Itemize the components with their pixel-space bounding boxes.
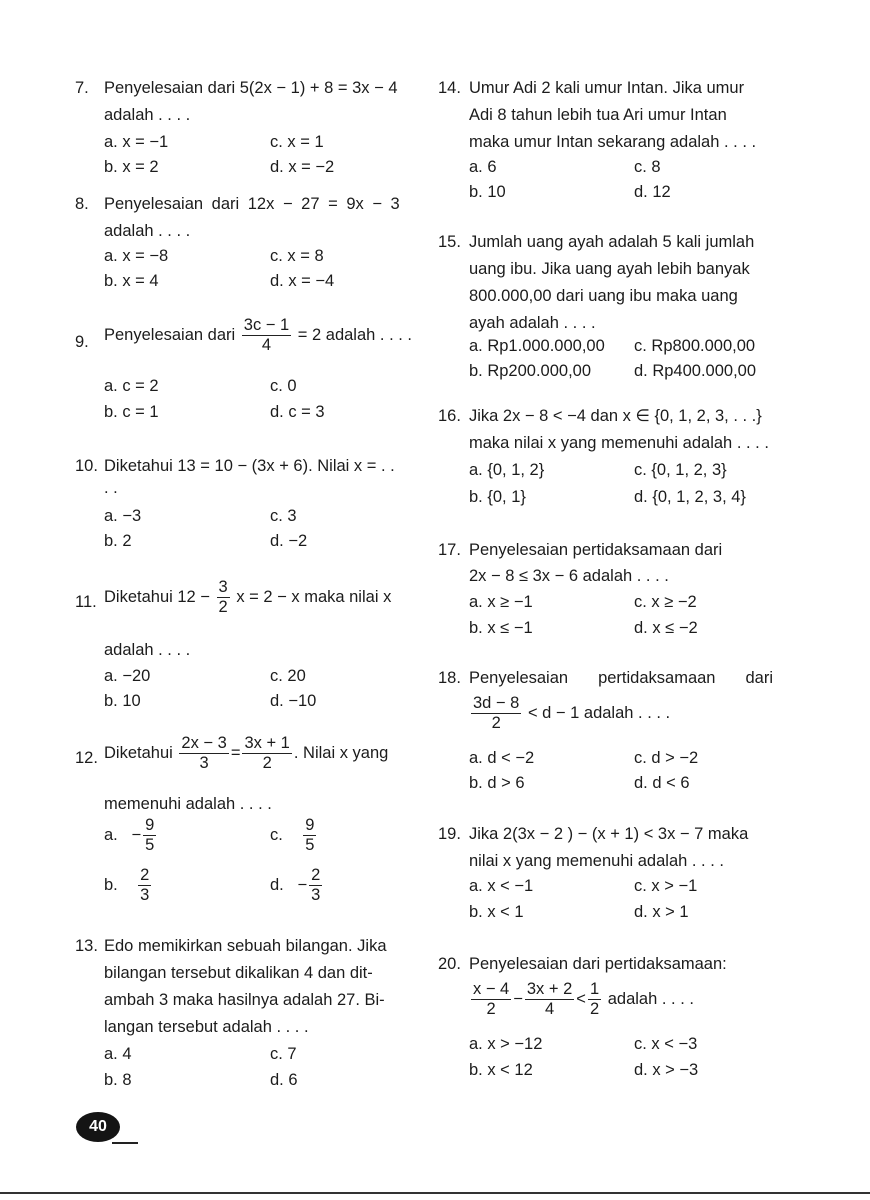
option-c: c. x = 8 xyxy=(270,247,324,265)
option-d: d. −10 xyxy=(270,692,317,710)
question-text: Adi 8 tahun lebih tua Ari umur Intan xyxy=(469,106,727,124)
denominator: 4 xyxy=(261,336,272,354)
numerator: 9 xyxy=(305,816,315,834)
fraction xyxy=(525,980,574,1019)
question-text: adalah . . . . xyxy=(104,641,191,659)
question-text xyxy=(104,734,388,773)
option-d: d. 6 xyxy=(270,1071,298,1089)
page-number-underline xyxy=(112,1142,138,1144)
less-than-sign: < xyxy=(576,989,586,1008)
page-number: 40 xyxy=(76,1112,120,1142)
numerator: 2 xyxy=(140,866,150,884)
minus-sign: − xyxy=(513,989,523,1008)
fraction xyxy=(309,866,322,905)
denominator: 2 xyxy=(218,598,228,616)
option-a: a. 6 xyxy=(469,158,497,176)
question-text: 2x − 8 ≤ 3x − 6 adalah . . . . xyxy=(469,567,669,585)
question-text: langan tersebut adalah . . . . xyxy=(104,1018,309,1036)
question-number: 20. xyxy=(438,955,461,973)
fraction xyxy=(588,980,601,1019)
question-text-post: adalah . . . . xyxy=(607,989,694,1008)
fraction xyxy=(179,734,228,773)
option-d: d. Rp400.000,00 xyxy=(634,362,757,380)
option-a: a. 4 xyxy=(104,1045,132,1063)
fraction xyxy=(471,980,511,1019)
denominator: 5 xyxy=(305,836,315,854)
fraction xyxy=(242,734,291,773)
fraction xyxy=(143,816,156,855)
question-number: 14. xyxy=(438,79,461,97)
option-b: b. {0, 1} xyxy=(469,488,526,506)
option-b: b. 8 xyxy=(104,1071,132,1089)
option-a xyxy=(104,816,158,855)
denominator: 5 xyxy=(145,836,155,854)
denominator: 2 xyxy=(491,714,501,732)
option-a: a. d < −2 xyxy=(469,749,535,767)
question-text: Penyelesaian dari pertidaksamaan: xyxy=(469,955,727,973)
question-text-post: = 2 adalah . . . . xyxy=(297,325,412,344)
fraction xyxy=(242,316,291,355)
option-d: d. x > −3 xyxy=(634,1061,699,1079)
question-text: Penyelesaian dari 5(2x − 1) + 8 = 3x − 4 xyxy=(104,79,398,97)
question-number: 13. xyxy=(75,937,98,955)
question-text: bilangan tersebut dikalikan 4 dan dit- xyxy=(104,964,373,982)
question-number: 9. xyxy=(75,333,89,351)
option-a: a. {0, 1, 2} xyxy=(469,461,545,479)
option-d: d. d < 6 xyxy=(634,774,690,792)
option-a: a. x = −1 xyxy=(104,133,169,151)
option-b: b. x = 4 xyxy=(104,272,159,290)
denominator: 2 xyxy=(262,754,272,772)
question-number: 8. xyxy=(75,195,89,213)
question-number: 19. xyxy=(438,825,461,843)
option-b: b. d > 6 xyxy=(469,774,525,792)
numerator: 2x − 3 xyxy=(181,734,227,752)
question-number: 16. xyxy=(438,407,461,425)
question-text: Jumlah uang ayah adalah 5 kali jumlah xyxy=(469,233,755,251)
question-text xyxy=(104,316,412,355)
option-c: c. 0 xyxy=(270,377,297,395)
question-text: maka umur Intan sekarang adalah . . . . xyxy=(469,133,757,151)
question-text: Penyelesaian dari 12x − 27 = 9x − 3 xyxy=(104,195,400,213)
question-text: . . xyxy=(104,479,118,497)
question-text: Jika 2(3x − 2 ) − (x + 1) < 3x − 7 maka xyxy=(469,825,749,843)
question-text: Edo memikirkan sebuah bilangan. Jika xyxy=(104,937,387,955)
denominator: 2 xyxy=(589,1000,600,1018)
option-letter: c. xyxy=(270,825,283,844)
option-b: b. x = 2 xyxy=(104,158,159,176)
question-text: ambah 3 maka hasilnya adalah 27. Bi- xyxy=(104,991,385,1009)
option-letter: b. xyxy=(104,875,118,894)
question-word: Penyelesaian xyxy=(469,669,569,687)
denominator: 3 xyxy=(199,754,209,772)
option-c: c. 8 xyxy=(634,158,661,176)
option-a: a. x = −8 xyxy=(104,247,169,265)
option-c: c. x < −3 xyxy=(634,1035,698,1053)
question-text: nilai x yang memenuhi adalah . . . . xyxy=(469,852,724,870)
option-b xyxy=(104,866,153,905)
numerator: 2 xyxy=(311,866,321,884)
option-c: c. x > −1 xyxy=(634,877,698,895)
fraction xyxy=(217,578,230,617)
numerator: 9 xyxy=(145,816,155,834)
question-text: Umur Adi 2 kali umur Intan. Jika umur xyxy=(469,79,745,97)
numerator: 3x + 1 xyxy=(244,734,290,752)
question-number: 7. xyxy=(75,79,89,97)
option-letter: a. xyxy=(104,825,118,844)
option-b: b. x ≤ −1 xyxy=(469,619,533,637)
option-c: c. Rp800.000,00 xyxy=(634,337,756,355)
bottom-divider xyxy=(0,1192,870,1194)
denominator: 3 xyxy=(140,886,150,904)
question-text: adalah . . . . xyxy=(104,222,191,240)
denominator: 2 xyxy=(486,1000,496,1018)
option-d: d. −2 xyxy=(270,532,308,550)
option-a: a. x > −12 xyxy=(469,1035,543,1053)
question-text: uang ibu. Jika uang ayah lebih banyak xyxy=(469,260,750,278)
question-text: adalah . . . . xyxy=(104,106,191,124)
option-c: c. {0, 1, 2, 3} xyxy=(634,461,727,479)
option-a: a. x < −1 xyxy=(469,877,534,895)
question-text xyxy=(469,666,773,690)
fraction xyxy=(471,694,521,733)
question-text-pre: Penyelesaian dari xyxy=(104,325,236,344)
minus-sign: − xyxy=(297,875,308,894)
option-d xyxy=(270,866,324,905)
question-text-post: x = 2 − x maka nilai x xyxy=(236,587,392,606)
option-a: a. Rp1.000.000,00 xyxy=(469,337,605,355)
inequality xyxy=(469,694,670,733)
option-c: c. x ≥ −2 xyxy=(634,593,697,611)
option-a: a. c = 2 xyxy=(104,377,159,395)
question-word: pertidaksamaan xyxy=(598,669,716,687)
option-d: d. c = 3 xyxy=(270,403,325,421)
question-number: 17. xyxy=(438,541,461,559)
denominator: 4 xyxy=(544,1000,555,1018)
inequality xyxy=(469,980,694,1019)
option-c: c. 20 xyxy=(270,667,306,685)
option-d: d. {0, 1, 2, 3, 4} xyxy=(634,488,746,506)
numerator: 1 xyxy=(589,980,600,998)
option-b: b. Rp200.000,00 xyxy=(469,362,592,380)
question-text-post: < d − 1 adalah . . . . xyxy=(527,703,671,722)
option-c: c. d > −2 xyxy=(634,749,699,767)
fraction xyxy=(303,816,316,855)
option-a: a. −20 xyxy=(104,667,151,685)
question-text: Diketahui 13 = 10 − (3x + 6). Nilai x = . . xyxy=(104,457,395,475)
option-b: b. x < 1 xyxy=(469,903,524,921)
option-d: d. 12 xyxy=(634,183,671,201)
question-word: dari xyxy=(745,669,773,687)
option-a: a. x ≥ −1 xyxy=(469,593,533,611)
numerator: 3d − 8 xyxy=(473,694,520,712)
option-b: b. c = 1 xyxy=(104,403,159,421)
option-d: d. x ≤ −2 xyxy=(634,619,698,637)
question-text xyxy=(104,578,391,617)
option-c: c. 3 xyxy=(270,507,297,525)
option-c: c. x = 1 xyxy=(270,133,324,151)
fraction xyxy=(138,866,151,905)
option-d: d. x > 1 xyxy=(634,903,689,921)
question-number: 10. xyxy=(75,457,98,475)
option-b: b. 2 xyxy=(104,532,132,550)
denominator: 3 xyxy=(311,886,321,904)
option-d: d. x = −2 xyxy=(270,158,335,176)
question-number: 18. xyxy=(438,669,461,687)
question-number: 12. xyxy=(75,749,98,767)
question-text: ayah adalah . . . . xyxy=(469,314,596,332)
question-text: Jika 2x − 8 < −4 dan x ∈ {0, 1, 2, 3, . . .} xyxy=(469,407,762,425)
question-text: maka nilai x yang memenuhi adalah . . . . xyxy=(469,434,769,452)
question-text: Penyelesaian pertidaksamaan dari xyxy=(469,541,723,559)
option-c: c. 7 xyxy=(270,1045,297,1063)
numerator: x − 4 xyxy=(473,980,510,998)
option-letter: d. xyxy=(270,875,284,894)
equals-sign: = xyxy=(230,743,241,762)
option-d: d. x = −4 xyxy=(270,272,335,290)
option-b: b. x < 12 xyxy=(469,1061,533,1079)
numerator: 3x + 2 xyxy=(526,980,573,998)
option-b: b. 10 xyxy=(104,692,141,710)
option-b: b. 10 xyxy=(469,183,506,201)
question-text-pre: Diketahui xyxy=(104,743,173,762)
question-number: 15. xyxy=(438,233,461,251)
question-text-post: . Nilai x yang xyxy=(293,743,389,762)
minus-sign: − xyxy=(131,825,142,844)
question-text: 800.000,00 dari uang ibu maka uang xyxy=(469,287,738,305)
question-text: memenuhi adalah . . . . xyxy=(104,795,272,813)
numerator: 3 xyxy=(218,578,228,596)
option-a: a. −3 xyxy=(104,507,142,525)
numerator: 3c − 1 xyxy=(243,316,290,334)
option-c xyxy=(270,816,318,855)
question-number: 11. xyxy=(75,593,97,611)
question-text-pre: Diketahui 12 − xyxy=(104,587,210,606)
